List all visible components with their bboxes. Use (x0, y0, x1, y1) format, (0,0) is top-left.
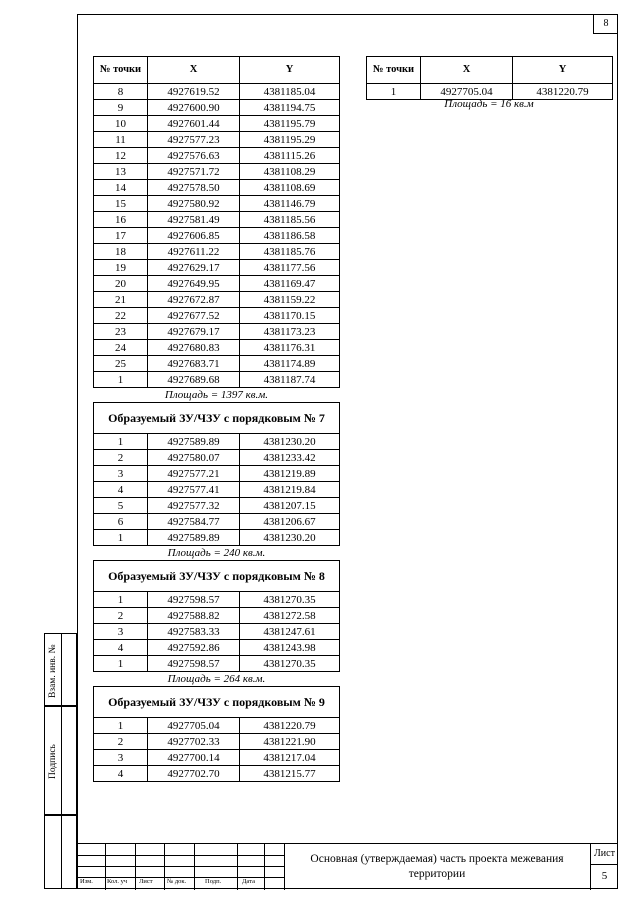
caption-kol: Кол. уч (107, 878, 128, 885)
cell-y: 4381247.61 (240, 624, 340, 640)
side-inv-label: Взам. инв. № (48, 644, 58, 698)
cell-x: 4927683.71 (148, 356, 240, 372)
cell-num: 9 (94, 100, 148, 116)
table-row (94, 450, 340, 466)
cell-x: 4927577.41 (148, 482, 240, 498)
header-x: X (148, 57, 240, 84)
cell-y: 4381272.58 (240, 608, 340, 624)
cell-num: 5 (94, 498, 148, 514)
cell-num: 19 (94, 260, 148, 276)
cell-y: 4381187.74 (240, 372, 340, 388)
cell-x: 4927705.04 (148, 718, 240, 734)
cell-num: 22 (94, 308, 148, 324)
header-num: № точки (367, 57, 421, 84)
cell-x: 4927598.57 (148, 656, 240, 672)
cell-x: 4927581.49 (148, 212, 240, 228)
table-row (94, 260, 340, 276)
cell-x: 4927577.21 (148, 466, 240, 482)
table-row (94, 624, 340, 640)
cell-y: 4381185.04 (240, 84, 340, 100)
cell-y: 4381169.47 (240, 276, 340, 292)
table-row (94, 356, 340, 372)
cell-x: 4927672.87 (148, 292, 240, 308)
cell-x: 4927571.72 (148, 164, 240, 180)
cell-y: 4381195.29 (240, 132, 340, 148)
cell-num: 1 (94, 656, 148, 672)
cell-x: 4927606.85 (148, 228, 240, 244)
cell-y: 4381176.31 (240, 340, 340, 356)
cell-num: 3 (94, 750, 148, 766)
cell-num: 24 (94, 340, 148, 356)
cell-x: 4927577.23 (148, 132, 240, 148)
cell-y: 4381186.58 (240, 228, 340, 244)
header-y: Y (240, 57, 340, 84)
cell-x: 4927580.92 (148, 196, 240, 212)
cell-num: 18 (94, 244, 148, 260)
side-stamp-inv (44, 633, 77, 706)
table-row (94, 734, 340, 750)
cell-num: 1 (367, 84, 421, 100)
cell-num: 16 (94, 212, 148, 228)
cell-x: 4927677.52 (148, 308, 240, 324)
cell-y: 4381173.23 (240, 324, 340, 340)
table-row (94, 324, 340, 340)
cell-x: 4927680.83 (148, 340, 240, 356)
cell-num: 15 (94, 196, 148, 212)
cell-num: 4 (94, 640, 148, 656)
cell-x: 4927577.32 (148, 498, 240, 514)
cell-y: 4381221.90 (240, 734, 340, 750)
cell-y: 4381115.26 (240, 148, 340, 164)
cell-y: 4381270.35 (240, 656, 340, 672)
header-num: № точки (94, 57, 148, 84)
cell-x: 4927589.89 (148, 530, 240, 546)
table-row (94, 750, 340, 766)
cell-num: 3 (94, 624, 148, 640)
group-header-row (94, 687, 340, 718)
cell-y: 4381146.79 (240, 196, 340, 212)
cell-x: 4927592.86 (148, 640, 240, 656)
cell-x: 4927702.33 (148, 734, 240, 750)
cell-num: 4 (94, 766, 148, 782)
table-row (94, 718, 340, 734)
header-y: Y (513, 57, 613, 84)
table-row (94, 276, 340, 292)
table-row (94, 530, 340, 546)
cell-num: 11 (94, 132, 148, 148)
cell-num: 1 (94, 372, 148, 388)
area-text: Площадь = 1397 кв.м. (164, 389, 269, 401)
table-row (94, 244, 340, 260)
header-x: X (421, 57, 513, 84)
table-row (94, 466, 340, 482)
cell-y: 4381220.79 (513, 84, 613, 100)
cell-y: 4381170.15 (240, 308, 340, 324)
sheet-label: Лист (594, 848, 615, 859)
cell-y: 4381177.56 (240, 260, 340, 276)
cell-y: 4381174.89 (240, 356, 340, 372)
cell-num: 17 (94, 228, 148, 244)
area-row (94, 388, 340, 403)
table-row (94, 116, 340, 132)
table-row (94, 640, 340, 656)
cell-x: 4927705.04 (421, 84, 513, 100)
group-title: Образуемый ЗУ/ЧЗУ с порядковым № 9 (94, 687, 340, 718)
cell-num: 10 (94, 116, 148, 132)
cell-y: 4381270.35 (240, 592, 340, 608)
cell-x: 4927583.33 (148, 624, 240, 640)
group-title: Образуемый ЗУ/ЧЗУ с порядковым № 7 (94, 403, 340, 434)
cell-y: 4381230.20 (240, 434, 340, 450)
cell-y: 4381206.67 (240, 514, 340, 530)
cell-num: 1 (94, 718, 148, 734)
group-header-row (94, 561, 340, 592)
cell-x: 4927588.82 (148, 608, 240, 624)
cell-x: 4927578.50 (148, 180, 240, 196)
cell-num: 1 (94, 592, 148, 608)
table-row (94, 308, 340, 324)
cell-y: 4381219.84 (240, 482, 340, 498)
table-row (94, 212, 340, 228)
group-header-row (94, 403, 340, 434)
table-row (94, 434, 340, 450)
cell-y: 4381230.20 (240, 530, 340, 546)
cell-num: 1 (94, 530, 148, 546)
table-row (94, 164, 340, 180)
area-row (94, 546, 340, 561)
table-row (94, 340, 340, 356)
table-row (94, 482, 340, 498)
side-sign-label: Подпись (48, 744, 58, 779)
cell-x: 4927601.44 (148, 116, 240, 132)
caption-date: Дата (242, 878, 255, 885)
table-row (94, 514, 340, 530)
cell-num: 3 (94, 466, 148, 482)
cell-x: 4927702.70 (148, 766, 240, 782)
table-row (94, 498, 340, 514)
cell-num: 20 (94, 276, 148, 292)
cell-x: 4927649.95 (148, 276, 240, 292)
cell-x: 4927611.22 (148, 244, 240, 260)
table-row (94, 132, 340, 148)
table-row (94, 180, 340, 196)
table-row (94, 608, 340, 624)
area-row (94, 672, 340, 687)
side-stamp-date (44, 815, 77, 889)
cell-num: 25 (94, 356, 148, 372)
side-stamp-sign (44, 706, 77, 815)
area-text: Площадь = 240 кв.м. (167, 547, 266, 559)
cell-x: 4927679.17 (148, 324, 240, 340)
table-row (94, 292, 340, 308)
table-row (94, 656, 340, 672)
cell-num: 4 (94, 482, 148, 498)
cell-x: 4927600.90 (148, 100, 240, 116)
cell-y: 4381219.89 (240, 466, 340, 482)
sheet-number: 5 (601, 870, 608, 882)
cell-y: 4381159.22 (240, 292, 340, 308)
cell-num: 6 (94, 514, 148, 530)
cell-y: 4381194.75 (240, 100, 340, 116)
table-row (94, 84, 340, 100)
table-row (94, 372, 340, 388)
cell-x: 4927584.77 (148, 514, 240, 530)
cell-x: 4927689.68 (148, 372, 240, 388)
cell-y: 4381108.29 (240, 164, 340, 180)
coords-table-right (366, 56, 613, 100)
cell-num: 2 (94, 450, 148, 466)
table-row (94, 148, 340, 164)
table-row (94, 100, 340, 116)
title-block (77, 843, 618, 889)
cell-y: 4381217.04 (240, 750, 340, 766)
cell-x: 4927619.52 (148, 84, 240, 100)
coords-table-main (93, 56, 340, 782)
caption-list: Лист (139, 878, 153, 885)
cell-y: 4381233.42 (240, 450, 340, 466)
cell-num: 2 (94, 734, 148, 750)
cell-y: 4381220.79 (240, 718, 340, 734)
cell-x: 4927589.89 (148, 434, 240, 450)
caption-sign: Подп. (205, 878, 222, 885)
cell-num: 14 (94, 180, 148, 196)
cell-x: 4927580.07 (148, 450, 240, 466)
cell-y: 4381207.15 (240, 498, 340, 514)
area-right: Площадь = 16 кв.м (444, 98, 534, 110)
cell-y: 4381215.77 (240, 766, 340, 782)
group-title: Образуемый ЗУ/ЧЗУ с порядковым № 8 (94, 561, 340, 592)
page-number: 8 (593, 14, 618, 34)
cell-num: 23 (94, 324, 148, 340)
cell-num: 8 (94, 84, 148, 100)
cell-y: 4381195.79 (240, 116, 340, 132)
table-row (94, 228, 340, 244)
cell-num: 12 (94, 148, 148, 164)
cell-x: 4927598.57 (148, 592, 240, 608)
document-title: Основная (утверждаемая) часть проекта межевания территории (310, 853, 564, 880)
table-row (94, 592, 340, 608)
cell-y: 4381185.56 (240, 212, 340, 228)
cell-num: 13 (94, 164, 148, 180)
cell-num: 21 (94, 292, 148, 308)
cell-x: 4927576.63 (148, 148, 240, 164)
area-text: Площадь = 264 кв.м. (167, 673, 266, 685)
cell-y: 4381185.76 (240, 244, 340, 260)
table-row (94, 196, 340, 212)
cell-x: 4927700.14 (148, 750, 240, 766)
cell-x: 4927629.17 (148, 260, 240, 276)
cell-num: 2 (94, 608, 148, 624)
caption-izm: Изм. (80, 878, 93, 885)
cell-y: 4381108.69 (240, 180, 340, 196)
cell-y: 4381243.98 (240, 640, 340, 656)
cell-num: 1 (94, 434, 148, 450)
table-row (94, 766, 340, 782)
caption-doc: № док. (167, 878, 187, 885)
